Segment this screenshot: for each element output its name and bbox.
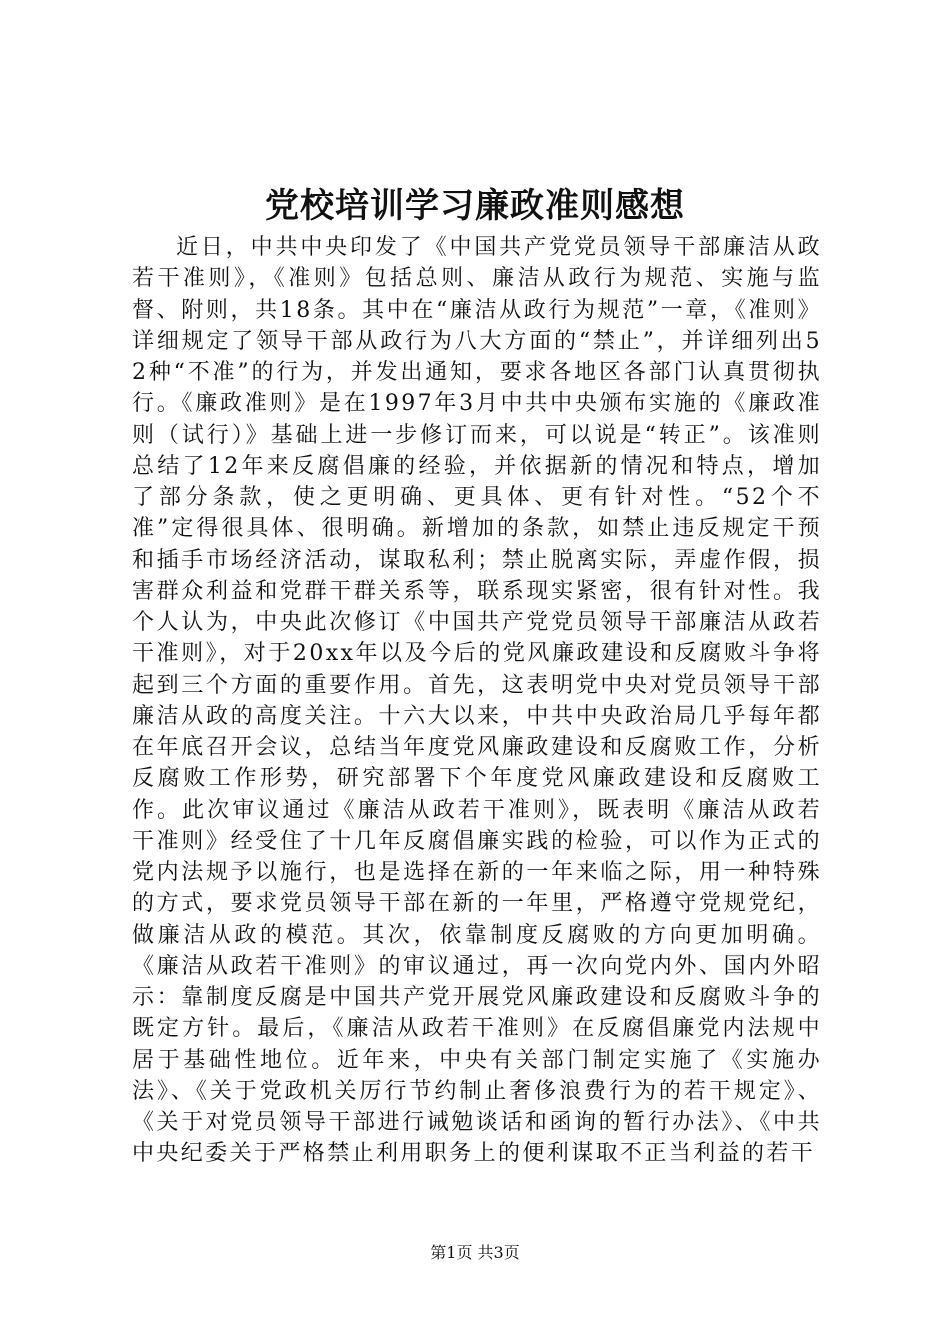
body-paragraph: 近日，中共中央印发了《中国共产党党员领导干部廉洁从政若干准则》，《准则》包括总则、廉洁从政行为规范、实施与监督、附则，共18条。其中在“廉洁从政行为规范”一章，《准则》详细规定了领导干部从政行为八大方面的“禁止”，并详细列出52种“不准”的行为，并发出通知，要求各地区各部门认真贯彻执行。《廉政准则》是在1997年3月中共中央颁布实施的《廉政准则（试行）》基础上进一步修订而来，可以说是“转正”。该准则总结了12年来反腐倡廉的经验，并依据新的情况和特点，增加了部分条款，使之更明确、更具体、更有针对性。“52个不准”定得很具体、很明确。新增加的条款，如禁止违反规定干预和插手市场经济活动，谋取私利；禁止脱离实际，弄虚作假，损害群众利益和党群干群关系等，联系现实紧密，很有针对性。我个人认为，中央此次修订《中国共产党党员领导干部廉洁从政若干准则》，对于20xx年以及今后的党风廉政建设和反腐败斗争将起到三个方面的重要作用。首先，这表明党中央对党员领导干部廉洁从政的高度关注。十六大以来，中共中央政治局几乎每年都在年底召开会议，总结当年度党风廉政建设和反腐败工作，分析反腐败工作形势，研究部署下个年度党风廉政建设和反腐败工作。此次审议通过《廉洁从政若干准则》，既表明《廉洁从政若干准则》经受住了十几年反腐倡廉实践的检验，可以作为正式的党内法规予以施行，也是选择在新的一年来临之际，用一种特殊的方式，要求党员领导干部在新的一年里，严格遵守党规党纪，做廉洁从政的模范。其次，依靠制度反腐败的方向更加明确。《廉洁从政若干准则》的审议通过，再一次向党内外、国内外昭示：靠制度反腐是中国共产党开展党风廉政建设和反腐败斗争的既定方针。最后，《廉洁从政若干准则》在反腐倡廉党内法规中居于基础性地位。近年来，中央有关部门制定实施了《实施办法》、《关于党政机关厉行节约制止奢侈浪费行为的若干规定》、《关于对党员领导干部进行诫勉谈话和函询的暂行办法》、《中共中央纪委关于严格禁止利用职务上的便利谋取不正当利益的若干	[132, 235, 822, 1167]
page-footer: 第1页 共3页	[430, 1243, 520, 1262]
document-title: 党校培训学习廉政准则感想	[265, 186, 685, 226]
